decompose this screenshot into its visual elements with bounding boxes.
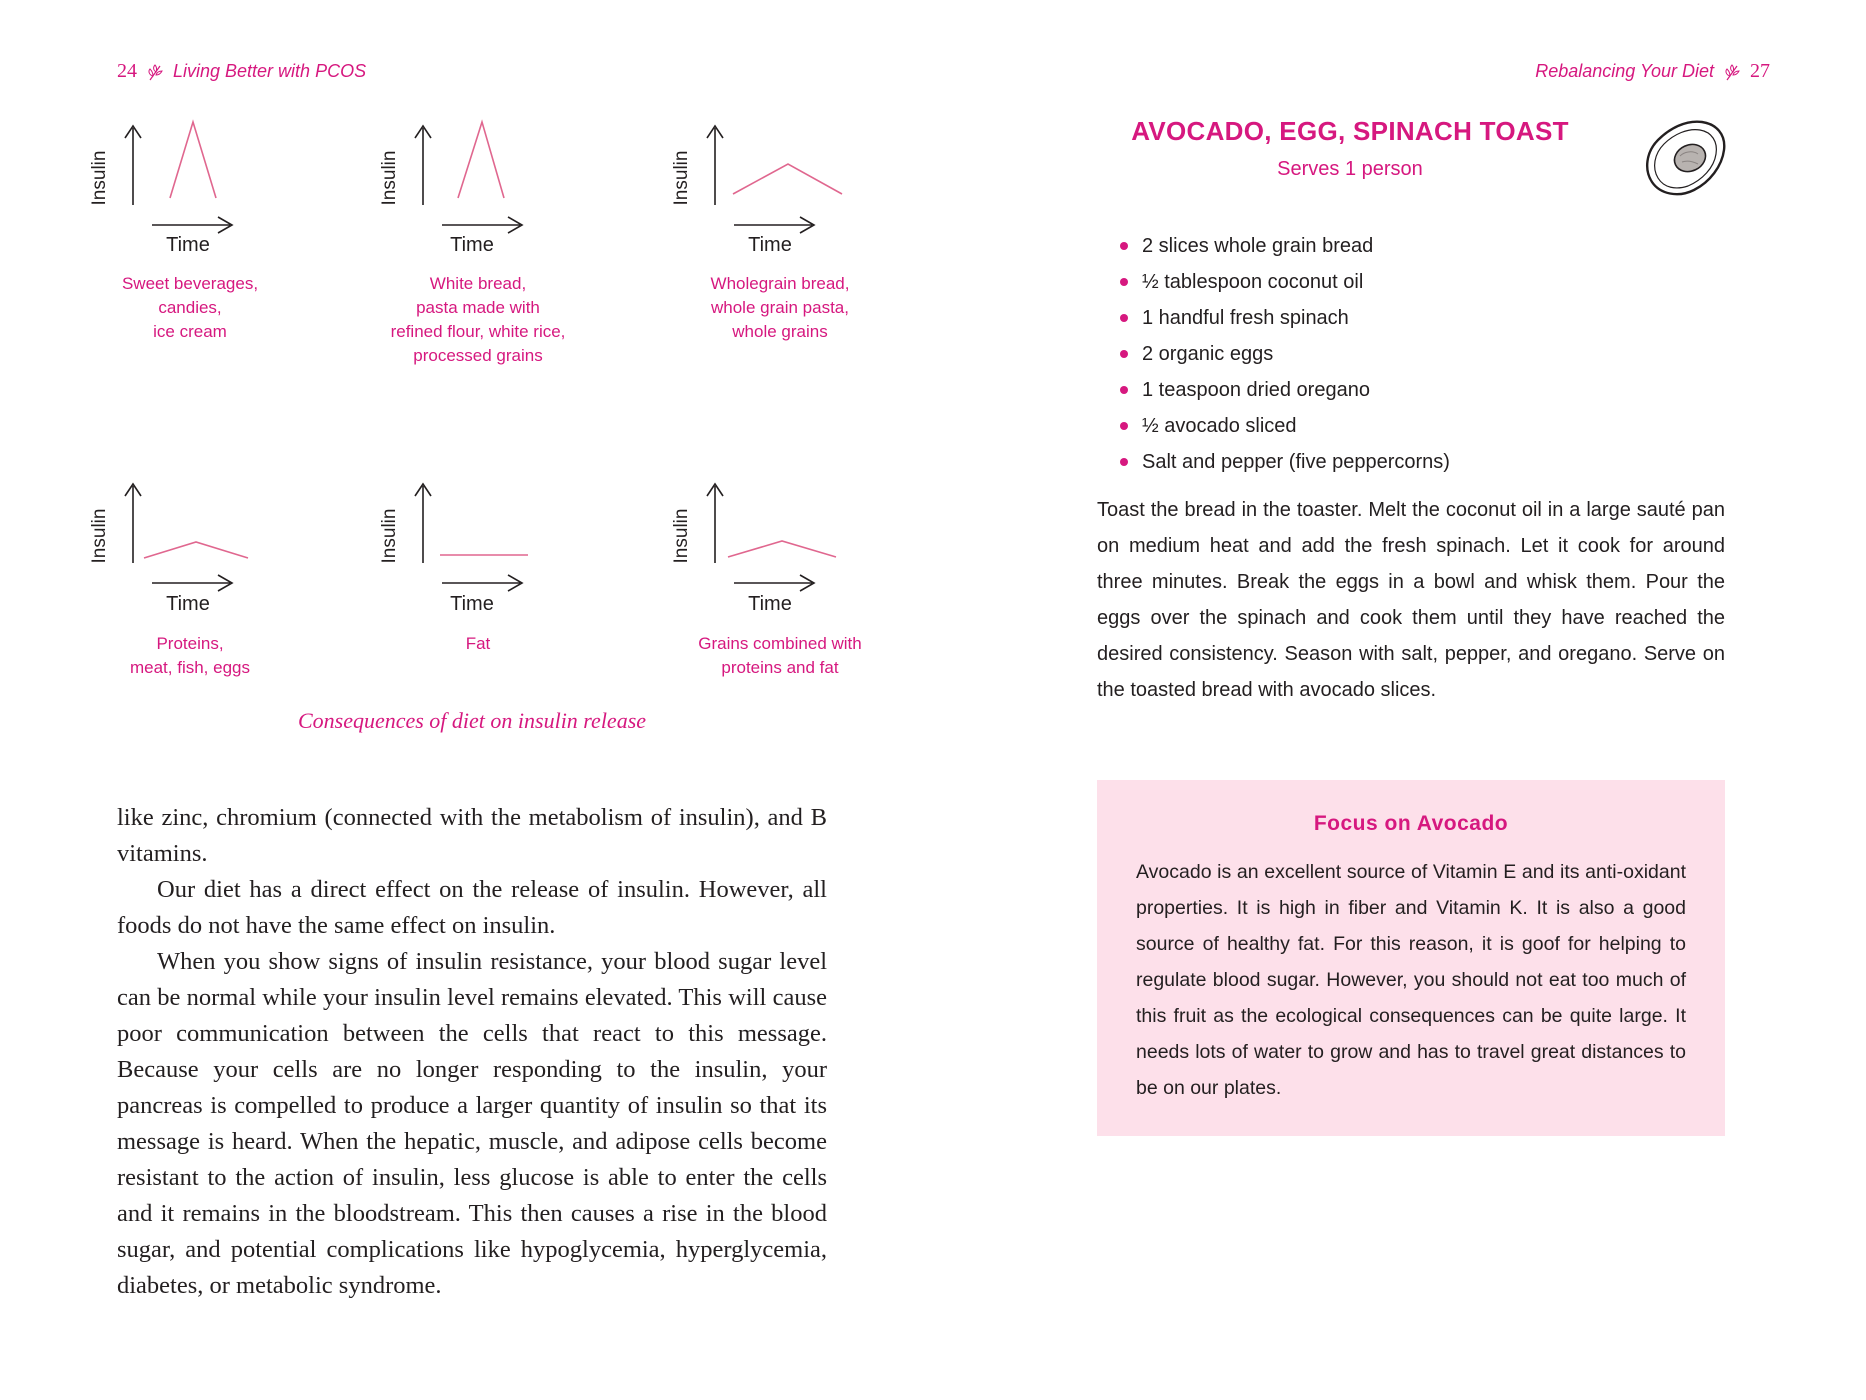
axis-y-label: Insulin [89,150,110,206]
focus-box [1097,780,1725,1136]
graph-caption: White bread, pasta made with refined flour, white rice, processed grains [390,274,566,365]
bullet-icon [1120,386,1128,394]
figure-caption: Consequences of diet on insulin release [297,708,647,733]
axis-x-label: Time [450,234,494,256]
list-item: 2 slices whole grain bread [1120,228,1450,264]
running-title: Rebalancing Your Diet [1535,61,1714,81]
graph-caption: Wholegrain bread, whole grain pasta, whole grains [710,274,850,341]
recipe-method: Toast the bread in the toaster. Melt the coconut oil in a large sauté pan on medium heat and add the fresh spinach. Let it cook for around three minutes. Break the eggs in a bowl and whisk them. Pour the eggs over the spinach and cook them until they have reached the desired consistency. Season with salt, pepper, and oregano. Serve on the toasted bread with avocado slices. [1097,499,1725,701]
insulin-curve [144,542,248,558]
bullet-icon [1120,458,1128,466]
list-item: ½ avocado sliced [1120,408,1450,444]
graph-sweets [88,110,358,400]
axis-y-label: Insulin [671,508,692,564]
running-head-right [1535,60,1770,83]
list-item: Salt and pepper (five peppercorns) [1120,444,1450,480]
leaf-icon [1724,63,1740,81]
insulin-curve [458,122,504,198]
list-item: ½ tablespoon coconut oil [1120,264,1450,300]
bullet-icon [1120,422,1128,430]
bullet-icon [1120,242,1128,250]
axis-x-label: Time [166,593,210,615]
graph-white-bread [378,110,648,400]
insulin-curve [733,164,842,194]
body-text [117,800,827,1304]
list-item: 1 teaspoon dried oregano [1120,372,1450,408]
page-number: 24 [117,60,137,82]
page-number: 27 [1750,60,1770,82]
paragraph: like zinc, chromium (connected with the metabolism of insulin), and B vitamins. [117,804,827,867]
graph-caption: Sweet beverages, candies, ice cream [121,274,259,341]
running-head-left [117,60,366,83]
insulin-curve [170,122,216,198]
axis-x-label: Time [166,234,210,256]
avocado-icon [1640,112,1730,202]
axis-y-label: Insulin [671,150,692,206]
running-title: Living Better with PCOS [173,61,367,81]
focus-title: Focus on Avocado [1313,812,1509,835]
axis-y-label: Insulin [89,508,110,564]
focus-text: Avocado is an excellent source of Vitamin E and its anti-oxidant properties. It is high in fiber and Vitamin K. It is also a good source of healthy fat. For this reason, it is goof for helping to regulate blood sugar. However, you should not eat too much of this fruit as the ecological consequences can be quite large. It needs lots of water to grow and has to travel great distances to be on our plates. [1136,861,1686,1099]
axis-y-label: Insulin [379,508,400,564]
recipe-serves: Serves 1 person [1277,158,1423,180]
list-item: 2 organic eggs [1120,336,1450,372]
list-item: 1 handful fresh spinach [1120,300,1450,336]
bullet-icon [1120,278,1128,286]
bullet-icon [1120,350,1128,358]
graph-wholegrain [670,110,940,400]
axis-y-label: Insulin [379,150,400,206]
recipe-title: AVOCADO, EGG, SPINACH TOAST [1131,116,1569,146]
ingredient-list [1120,228,1450,480]
axis-x-label: Time [450,593,494,615]
graph-caption: Grains combined with proteins and fat [698,634,862,677]
bullet-icon [1120,314,1128,322]
paragraph: Our diet has a direct effect on the release of insulin. However, all foods do not have the same effect on insulin. [117,876,827,939]
graph-caption: Fat [465,634,491,653]
graph-caption: Proteins, meat, fish, eggs [129,634,250,677]
insulin-curve [728,541,836,557]
axis-x-label: Time [748,593,792,615]
paragraph: When you show signs of insulin resistance, your blood sugar level can be normal while your insulin level remains elevated. This will cause poor communication between the cells that react to this message. Because your cells are no longer responding to the insulin, your pancreas is compelled to produce a larger quantity of insulin so that its message is heard. When the hepatic, muscle, and adipose cells become resistant to the action of insulin, less glucose is able to enter the cells and it remains in the bloodstream. This then causes a rise in the blood sugar, and potential complications like hypoglycemia, hyperglycemia, diabetes, or metabolic syndrome. [117,948,827,1299]
axis-x-label: Time [748,234,792,256]
leaf-icon [147,63,163,81]
